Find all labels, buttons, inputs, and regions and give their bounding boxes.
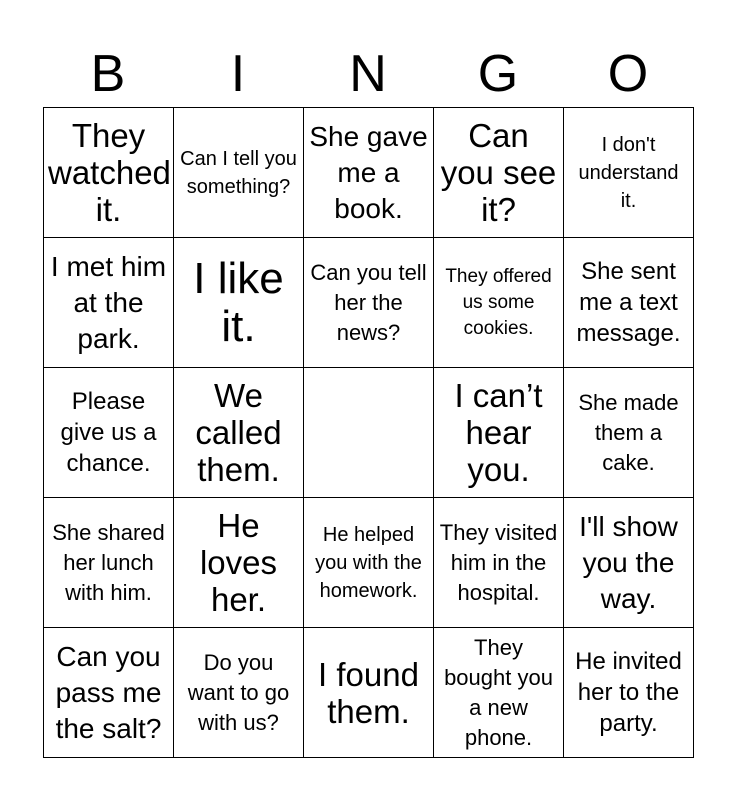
bingo-header	[43, 40, 693, 108]
cell-text: She sent me a text message.	[576, 258, 681, 347]
bingo-cell[interactable]	[174, 498, 304, 628]
bingo-cell[interactable]	[44, 368, 174, 498]
cell-text: We called them.	[195, 377, 282, 488]
bingo-cell[interactable]	[174, 368, 304, 498]
bingo-card-grid	[43, 107, 694, 758]
cell-text: Can you tell her the news?	[310, 259, 427, 345]
bingo-cell[interactable]	[304, 238, 434, 368]
bingo-cell[interactable]	[564, 628, 694, 758]
cell-text: She gave me a book.	[309, 120, 428, 224]
cell-text: I don't understand it.	[578, 133, 679, 212]
bingo-cell[interactable]	[304, 628, 434, 758]
header-letter-o: O	[607, 45, 649, 103]
cell-text: I can’t hear you.	[454, 377, 543, 488]
header-letter-g: G	[477, 45, 519, 103]
bingo-cell[interactable]	[434, 108, 564, 238]
cell-text: I met him at the park.	[50, 250, 167, 354]
bingo-cell[interactable]	[174, 238, 304, 368]
cell-text: He loves her.	[199, 507, 278, 618]
bingo-cell[interactable]	[434, 498, 564, 628]
cell-text: Please give us a chance.	[60, 388, 157, 477]
bingo-cell[interactable]	[304, 108, 434, 238]
cell-text: She made them a cake.	[578, 389, 679, 475]
bingo-cell[interactable]	[174, 108, 304, 238]
bingo-cell[interactable]	[44, 238, 174, 368]
cell-text: I like it.	[193, 253, 284, 351]
cell-text: I'll show you the way.	[579, 510, 678, 614]
bingo-cell[interactable]	[304, 498, 434, 628]
bingo-cell[interactable]	[174, 628, 304, 758]
bingo-cell[interactable]	[434, 368, 564, 498]
bingo-cell[interactable]	[434, 628, 564, 758]
bingo-cell[interactable]	[44, 108, 174, 238]
cell-text: They offered us some cookies.	[445, 265, 552, 339]
header-letter-i: I	[230, 45, 246, 103]
cell-text: I found them.	[318, 655, 419, 730]
bingo-cell[interactable]	[564, 498, 694, 628]
cell-text: Can you see it?	[440, 117, 557, 228]
bingo-cell[interactable]	[44, 498, 174, 628]
bingo-cell[interactable]	[434, 238, 564, 368]
cell-text: Can I tell you something?	[180, 147, 297, 198]
bingo-cell[interactable]	[44, 628, 174, 758]
cell-text: They bought you a new phone.	[444, 634, 553, 750]
header-letter-b: B	[90, 45, 126, 103]
cell-text: Can you pass me the salt?	[55, 640, 162, 744]
cell-text: He invited her to the party.	[575, 648, 682, 737]
header-letter-n: N	[349, 45, 387, 103]
cell-text: They visited him in the hospital.	[439, 519, 558, 605]
cell-text: She shared her lunch with him.	[52, 519, 165, 605]
bingo-cell[interactable]	[564, 108, 694, 238]
cell-text: He helped you with the homework.	[315, 523, 422, 602]
bingo-cell[interactable]	[564, 368, 694, 498]
bingo-cell[interactable]	[564, 238, 694, 368]
free-space-cell[interactable]	[304, 368, 434, 498]
cell-text: They watched it.	[48, 117, 171, 228]
cell-text: Do you want to go with us?	[187, 649, 290, 735]
